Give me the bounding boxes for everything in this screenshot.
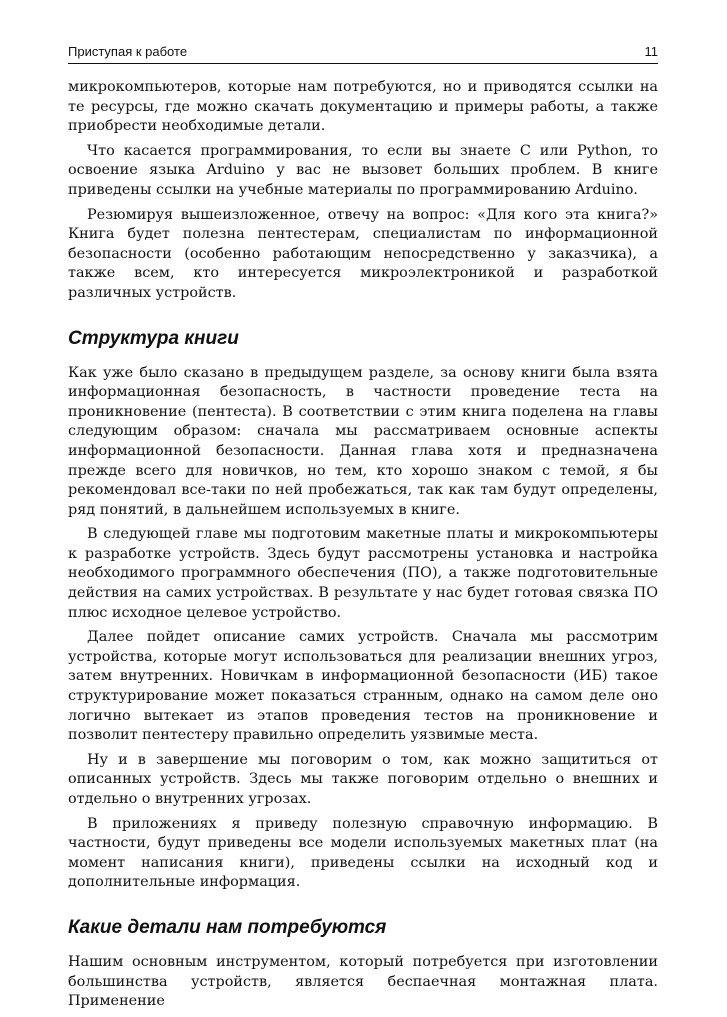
chapter-title: Приступая к работе bbox=[68, 44, 188, 59]
paragraph: В приложениях я приведу полезную справочную информацию. В частности, будут приведены все модели используемых макетных плат (на момент написания книги), приведены ссылки на исходный код и дополнительные информация. bbox=[68, 815, 658, 891]
page-body bbox=[68, 78, 658, 1012]
paragraph: В следующей главе мы подготовим макетные платы и микрокомпьютеры к разработке устройств. Здесь будут рассмотрены установка и настройка необходимого программного обеспечения (ПО), а также подготовительные действия на самих устройствах. В результате у нас будет готовая связка ПО плюс исходное целевое устройство. bbox=[68, 526, 658, 621]
section-heading-structure: Структура книги bbox=[68, 327, 239, 349]
paragraph: Ну и в завершение мы поговорим о том, как можно защититься от описанных устройств. Здесь мы также поговорим отдельно о внешних и отдельно о внутренних угрозах. bbox=[68, 751, 658, 807]
running-header bbox=[68, 40, 658, 64]
book-page bbox=[68, 40, 658, 1017]
paragraph: Нашим основным инструментом, который потребуется при изготовлении большинства устройств, является беспаечная монтажная плата. Применение bbox=[68, 953, 658, 1010]
page-number: 11 bbox=[644, 44, 658, 59]
paragraph: Как уже было сказано в предыдущем разделе, за основу книги была взята информационная безопасность, в частности проведение теста на проникновение (пентеста). В соответствии с этим книга поделена на главы следующим образом: сначала мы рассматриваем основные аспекты информационной безопасности. Данная глава хотя и предназначена прежде всего для новичков, но тем, кто хорошо знаком с темой, я бы рекомендовал все-таки по ней пробежаться, так как там будут определены, ряд понятий, в дальнейшем используемых в книге. bbox=[68, 364, 658, 518]
paragraph: микрокомпьютеров, которые нам потребуются, но и приводятся ссылки на те ресурсы, где можно скачать документацию и примеры работы, а также приобрести необходимые детали. bbox=[68, 79, 658, 135]
section-heading-parts: Какие детали нам потребуются bbox=[68, 916, 387, 938]
paragraph: Далее пойдет описание самих устройств. Сначала мы рассмотрим устройства, которые могут использоваться для реализации внешних угроз, затем внутренних. Новичкам в информационной безопасности (ИБ) такое структурирование может показаться странным, однако на самом деле оно логично вытекает из этапов проведения тестов на проникновение и позволит пентестеру правильно определить уязвимые места. bbox=[68, 629, 658, 744]
paragraph: Что касается программирования, то если вы знаете С или Python, то освоение языка Arduino у вас не вызовет больших проблем. В книге приведены ссылки на учебные материалы по программированию Arduino. bbox=[68, 142, 658, 198]
paragraph: Резюмируя вышеизложенное, отвечу на вопрос: «Для кого эта книга?» Книга будет полезна пентестерам, специалистам по информационной безопасности (особенно работающим непосредственно у заказчика), а также всем, кто интересуется микроэлектроникой и разработкой различных устройств. bbox=[68, 206, 658, 301]
